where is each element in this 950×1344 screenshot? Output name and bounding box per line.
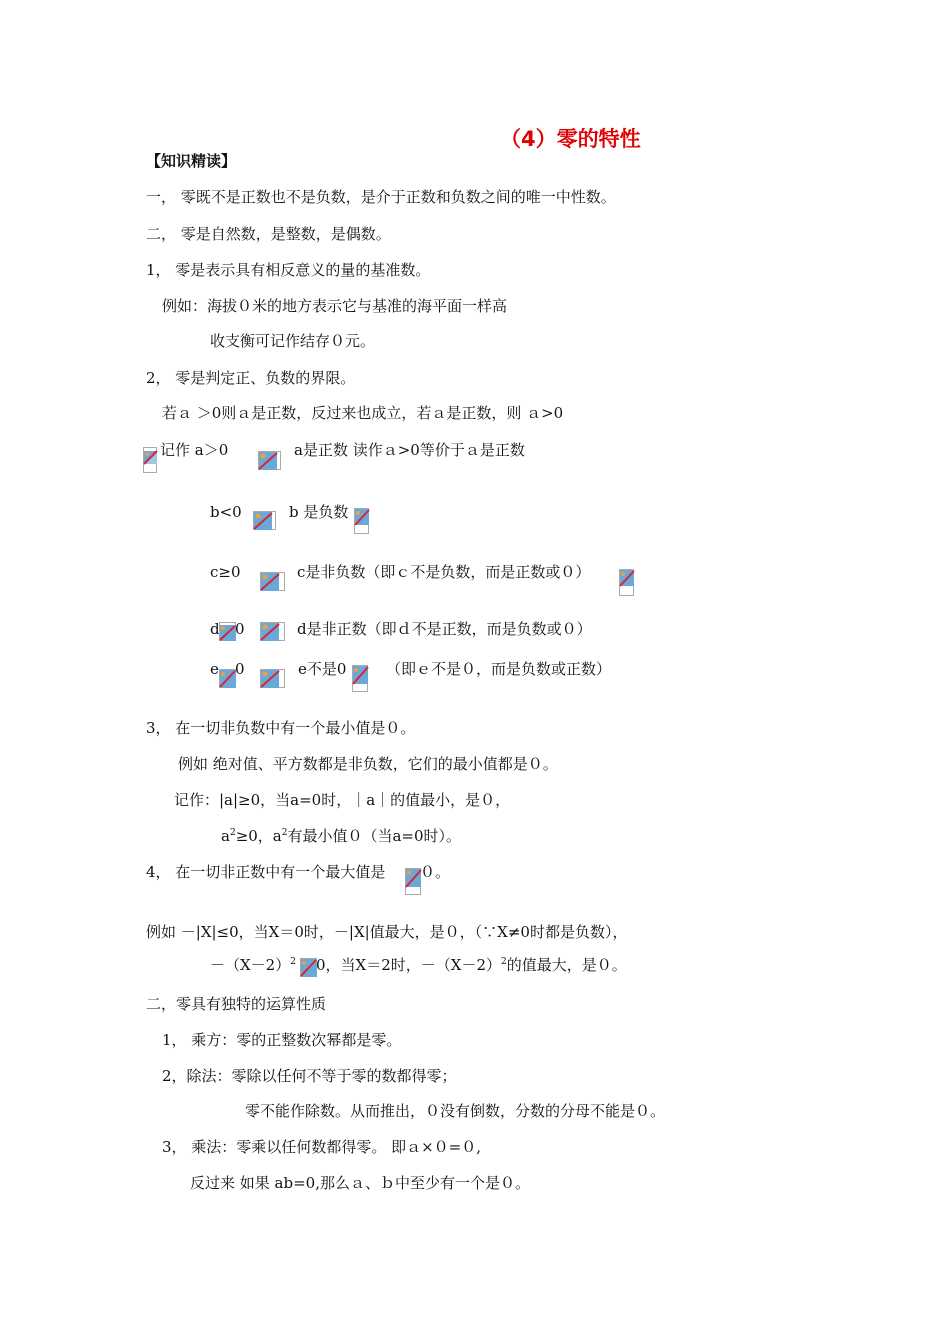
- text-line: 0: [235, 660, 245, 678]
- text-line: ０。: [420, 863, 451, 881]
- text-line: b 是负数: [289, 503, 349, 521]
- text-line: e不是0: [298, 660, 347, 678]
- broken-image-icon: [260, 669, 278, 691]
- text-line: e: [210, 660, 219, 678]
- broken-image-icon: [143, 447, 161, 469]
- text-line: 记作：|a|≥0，当a=0时，｜a｜的值最小，是０，: [174, 791, 511, 809]
- text-line: $a^2\ge 0$，$a^2$有最小值０（当a=0时）。: [221, 827, 462, 845]
- text-line: 4， 在一切非正数中有一个最大值是: [146, 863, 386, 881]
- broken-image-icon: [619, 569, 637, 591]
- text-line: a是正数 读作ａ>0等价于ａ是正数: [294, 441, 525, 459]
- text-line: 记作 a＞0: [160, 441, 229, 459]
- text-line: 2，除法：零除以任何不等于零的数都得零；: [162, 1067, 457, 1085]
- text-line: 例如：海拔０米的地方表示它与基准的海平面一样高: [162, 297, 508, 315]
- text-line: 1， 零是表示具有相反意义的量的基准数。: [146, 261, 431, 279]
- text-line: 3， 在一切非负数中有一个最小值是０。: [146, 719, 416, 737]
- text-line: 反过来 如果 ab=0,那么ａ、ｂ中至少有一个是０。: [190, 1174, 530, 1192]
- text-line: 零不能作除数。从而推出，０没有倒数，分数的分母不能是０。: [245, 1102, 666, 1120]
- text-line: 收支衡可记作结存０元。: [210, 332, 376, 350]
- text-line: 二，零具有独特的运算性质: [146, 995, 327, 1013]
- broken-image-icon: [258, 451, 276, 473]
- text-line: 0，当X＝2时，$-(X-2)^2$的值最大，是０。: [316, 956, 627, 974]
- text-line: b<0: [210, 503, 242, 521]
- section-heading: 【知识精读】: [146, 152, 237, 170]
- text-line: c是非负数（即ｃ不是负数，而是正数或０）: [297, 563, 591, 581]
- broken-image-icon: [354, 508, 372, 530]
- broken-image-icon: [260, 572, 278, 594]
- text-line: 一， 零既不是正数也不是负数，是介于正数和负数之间的唯一中性数。: [146, 188, 616, 206]
- text-line: $-(X-2)^2$: [210, 956, 296, 974]
- text-line: 二， 零是自然数，是整数，是偶数。: [146, 225, 391, 243]
- text-line: 3， 乘法：零乘以任何数都得零。 即ａ×０=０,: [162, 1138, 481, 1156]
- text-line: c≥0: [210, 563, 241, 581]
- text-line: （即ｅ不是０，而是负数或正数）: [386, 660, 612, 678]
- text-line: 1， 乘方：零的正整数次幂都是零。: [162, 1031, 402, 1049]
- text-line: d是非正数（即ｄ不是正数，而是负数或０）: [297, 620, 592, 638]
- broken-image-icon: [253, 511, 271, 533]
- text-line: 例如 －|X|≤0，当X＝0时，－|X|值最大，是０，（∵X≠0时都是负数），: [146, 923, 628, 941]
- text-line: 0: [235, 620, 245, 638]
- broken-image-icon: [352, 665, 370, 687]
- text-line: d: [210, 620, 220, 638]
- text-line: 2， 零是判定正、负数的界限。: [146, 369, 356, 387]
- page-title: （4）零的特性: [500, 127, 641, 151]
- broken-image-icon: [260, 622, 278, 644]
- text-line: 若ａ ＞0则ａ是正数，反过来也成立，若ａ是正数，则 ａ>0: [162, 404, 564, 422]
- text-line: 例如 绝对值、平方数都是非负数，它们的最小值都是０。: [178, 755, 558, 773]
